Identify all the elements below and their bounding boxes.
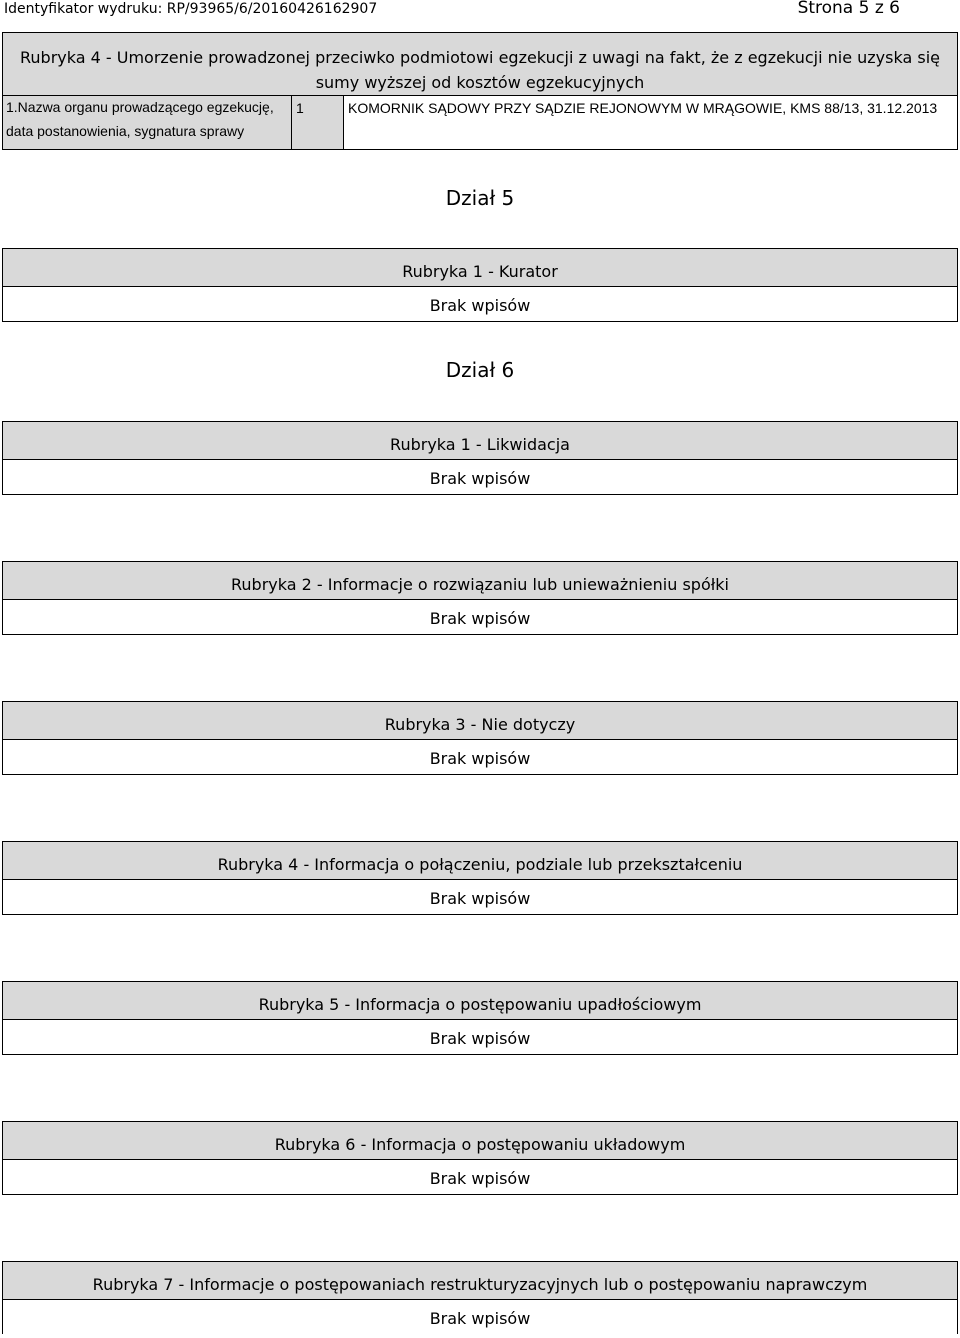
section-title: Rubryka 6 - Informacja o postępowaniu układowym: [3, 1122, 957, 1159]
section-empty: Brak wpisów: [3, 1159, 957, 1194]
dzial-5-title: Dział 5: [445, 186, 515, 210]
print-identifier: Identyfikator wydruku: RP/93965/6/20160426162907: [4, 1, 378, 17]
rubryka-4-title-line1: Rubryka 4 - Umorzenie prowadzonej przeciwko podmiotowi egzekucji z uwagi na fakt, że z egzekucji nie uzyska się: [20, 48, 940, 67]
section-title: Rubryka 1 - Kurator: [3, 249, 957, 286]
field-label-line2: data postanowienia, sygnatura sprawy: [6, 123, 245, 139]
section-box: [2, 701, 958, 775]
section-box: [2, 248, 958, 322]
field-label: [3, 96, 292, 149]
rubryka-4-title: [3, 33, 957, 95]
section-title: Rubryka 2 - Informacje o rozwiązaniu lub unieważnieniu spółki: [3, 562, 957, 599]
section-title: Rubryka 5 - Informacja o postępowaniu upadłościowym: [3, 982, 957, 1019]
section-title: Rubryka 4 - Informacja o połączeniu, podziale lub przekształceniu: [3, 842, 957, 879]
field-label-line1: 1.Nazwa organu prowadzącego egzekucję,: [6, 99, 274, 115]
section-empty: Brak wpisów: [3, 1019, 957, 1054]
dzial-6-title: Dział 6: [445, 358, 515, 382]
field-value: KOMORNIK SĄDOWY PRZY SĄDZIE REJONOWYM W MRĄGOWIE, KMS 88/13, 31.12.2013: [348, 100, 938, 116]
section-empty: Brak wpisów: [3, 459, 957, 494]
rubryka-4-box: [2, 32, 958, 150]
section-title: Rubryka 1 - Likwidacja: [3, 422, 957, 459]
section-box: [2, 561, 958, 635]
section-empty: Brak wpisów: [3, 1299, 957, 1335]
field-row: [3, 95, 957, 149]
section-empty: Brak wpisów: [3, 286, 957, 321]
section-empty: Brak wpisów: [3, 599, 957, 634]
section-empty: Brak wpisów: [3, 879, 957, 914]
section-box: [2, 421, 958, 495]
section-box: [2, 841, 958, 915]
page-header: [0, 0, 960, 22]
section-box: [2, 1261, 958, 1334]
page-number: Strona 5 z 6: [797, 0, 900, 18]
field-number: 1: [292, 96, 344, 149]
section-title: Rubryka 7 - Informacje o postępowaniach restrukturyzacyjnych lub o postępowaniu naprawczym: [3, 1262, 957, 1299]
section-empty: Brak wpisów: [3, 739, 957, 774]
section-title: Rubryka 3 - Nie dotyczy: [3, 702, 957, 739]
section-box: [2, 981, 958, 1055]
section-box: [2, 1121, 958, 1195]
rubryka-4-title-line2: sumy wyższej od kosztów egzekucyjnych: [315, 73, 645, 92]
